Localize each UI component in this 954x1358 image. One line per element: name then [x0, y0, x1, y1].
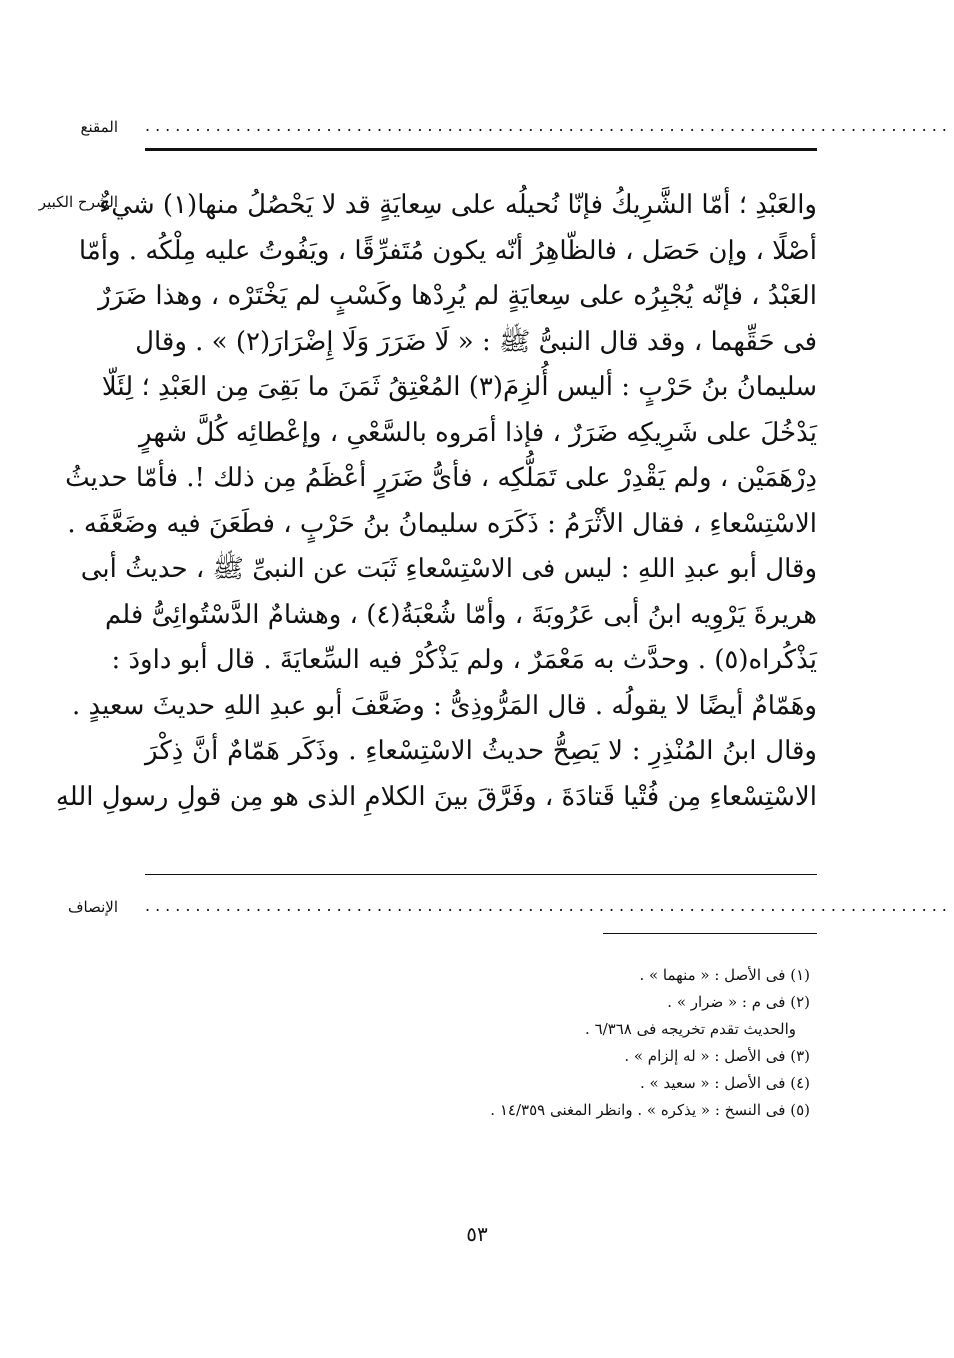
- footnote-separator: [603, 933, 817, 934]
- body-line-6: يَدْخُلَ على شَرِيكِه ضَرَرٌ ، فإذا أمَروه بالسَّعْىِ ، وإعْطائِه كُلَّ شهرٍ: [139, 417, 817, 448]
- footnote-4: (٤) فى الأصل : « سعيد » .: [639, 1074, 810, 1092]
- footnotes: [440, 962, 810, 1124]
- body-line-13: وقال ابنُ المُنْذِرِ : لا يَصِحُّ حديثُ الاسْتِسْعاءِ . وذَكَر هَمّامٌ أنَّ ذِكْرَ: [145, 736, 817, 766]
- insaf-dotted-line: ................................................................................: [145, 896, 952, 915]
- header-dotted-line: ................................................................................: [145, 116, 952, 135]
- footnote-2-continuation: والحديث تقدم تخريجه فى ٦/٣٦٨ .: [585, 1020, 796, 1038]
- body-line-3: العَبْدُ ، فإنّه يُجْبِرُه على سِعايَةٍ لم يُرِدْها وكَسْبٍ لم يَخْتَرْه ، وهذا ضَرَرٌ: [98, 281, 817, 311]
- running-title: المقنع: [80, 118, 118, 136]
- body-line-2: أصْلًا ، وإن حَصَل ، فالظّاهِرُ أنّه يكون مُتَفرِّقًا ، ويَفُوتُ عليه مِلْكُه . وأمّا: [78, 235, 817, 266]
- body-line-8: الاسْتِسْعاءِ ، فقال الأثْرَمُ : ذَكَرَه سليمانُ بنُ حَرْبٍ ، فطَعَنَ فيه وضَعَّفَه .: [67, 508, 817, 539]
- body-line-11: يَذْكُراه(٥) . وحدَّث به مَعْمَرٌ ، ولم يَذْكُرْ فيه السِّعايَةَ . قال أبو داودَ :: [111, 645, 817, 675]
- body-line-9: وقال أبو عبدِ اللهِ : ليس فى الاسْتِسْعاءِ ثَبَت عن النبىِّ ﷺ ، حديثُ أبى: [80, 554, 817, 584]
- footnote-5: (٥) فى النسخ : « يذكره » . وانظر المغنى ١٤/٣٥٩ .: [490, 1101, 810, 1119]
- body-line-4: فى حَقِّهما ، وقد قال النبىُّ ﷺ : « لَا ضَرَرَ وَلَا إِضْرَارَ(٢) » . وقال: [135, 326, 817, 357]
- header-rule: [145, 148, 817, 151]
- footnote-3: (٣) فى الأصل : « له إلزام » .: [624, 1047, 810, 1065]
- footnote-1: (١) فى الأصل : « منهما » .: [639, 966, 810, 984]
- footnote-2: (٢) فى م : « ضرار » .: [667, 993, 810, 1011]
- body-line-7: دِرْهَمَيْن ، ولم يَقْدِرْ على تَمَلُّكِه ، فأىُّ ضَرَرٍ أعْظَمُ مِن ذلك !. فأمّا حديثُ: [65, 463, 817, 493]
- body-line-14: الاسْتِسْعاءِ مِن فُتْيا قَتادَةَ ، وفَرَّقَ بينَ الكلامِ الذى هو مِن قولِ رسولِ اللهِ: [55, 781, 817, 812]
- commentary-section-label: الشرح الكبير: [38, 193, 118, 211]
- body-line-10: هريرةَ يَرْوِيه ابنُ أبى عَرُوبَةَ ، وأمّا شُعْبَةُ(٤) ، وهشامٌ الدَّسْتُوائِىُّ فلم: [104, 599, 817, 630]
- body-line-1: والعَبْدِ ؛ أمّا الشَّرِيكُ فإنّا نُحيلُه على سِعايَةٍ قد لا يَحْصُلُ منها(١) شيءٌ: [98, 190, 817, 220]
- insaf-section-label: الإنصاف: [67, 898, 118, 916]
- page-number: ٥٣: [466, 1222, 488, 1246]
- commentary-end-rule: [145, 874, 817, 875]
- body-line-5: سليمانُ بنُ حَرْبٍ : أليس أُلزِمَ(٣) المُعْتِقُ ثَمَنَ ما بَقِىَ مِن العَبْدِ ؛ لِئَلّا: [101, 372, 817, 402]
- body-line-12: وهَمّامٌ أيضًا لا يقولُه . قال المَرُّوذِىُّ : وضَعَّفَ أبو عبدِ اللهِ حديثَ سعيدٍ .: [72, 690, 817, 721]
